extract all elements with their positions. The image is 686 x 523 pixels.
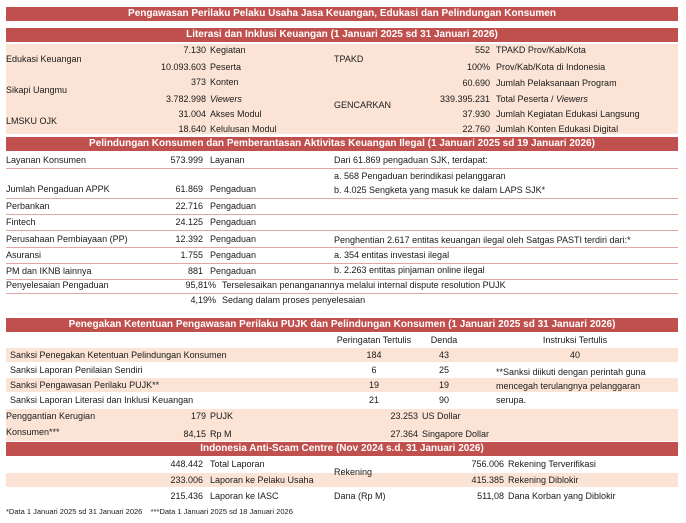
divider: [6, 168, 678, 169]
col-denda-header: Denda: [430, 335, 458, 345]
fintech-label: Fintech: [6, 217, 36, 227]
perbankan-unit: Pengaduan: [210, 201, 257, 211]
rekening-label: Rekening: [334, 467, 373, 477]
fintech-value: 24.125: [175, 217, 203, 227]
pengaduan-value: 61.869: [175, 184, 203, 194]
ilegal-item-b: b. 2.263 entitas pinjaman online ilegal: [334, 265, 485, 275]
sikapi-konten-value: 373: [190, 77, 206, 87]
lmsku-akses-value: 31.004: [178, 109, 206, 119]
laporan-pelaku-value: 233.006: [170, 475, 203, 485]
asuransi-unit: Pengaduan: [210, 250, 257, 260]
layanan-label: Layanan Konsumen: [6, 155, 87, 165]
sikapi-viewers-value: 3.782.998: [165, 94, 206, 104]
ganti-usd-unit: US Dollar: [422, 411, 461, 421]
sanksi-note-line1: **Sanksi diikuti dengan perintah guna: [496, 367, 646, 377]
sanksi-row-denda: 43: [438, 350, 449, 360]
pp-label: Perusahaan Pembiayaan (PP): [6, 234, 128, 244]
gencarkan-label: GENCARKAN: [334, 100, 392, 110]
gencarkan-peserta-unit: [496, 95, 588, 104]
pm-iknb-unit: Pengaduan: [210, 266, 257, 276]
gencarkan-program-unit: Jumlah Pelaksanaan Program: [496, 78, 617, 88]
sikapi-label: Sikapi Uangmu: [6, 85, 68, 95]
ganti-sgd-value: 27.364: [390, 429, 418, 439]
tpakd-count-unit: TPAKD Prov/Kab/Kota: [496, 45, 586, 55]
gencarkan-digital-value: 22.760: [462, 124, 490, 134]
laporan-iasc-value: 215.436: [170, 491, 203, 501]
pm-iknb-value: 881: [187, 266, 203, 276]
divider: [6, 263, 678, 264]
gencarkan-program-value: 60.690: [462, 78, 490, 88]
rekening-blocked-value: 415.385: [471, 475, 504, 485]
pelindungan-header: Pelindungan Konsumen dan Pemberantasan Aktivitas Keuangan Ilegal (1 Januari 2025 sd 19 Januari 2026): [6, 137, 678, 151]
asuransi-value: 1.755: [180, 250, 203, 260]
divider: [6, 214, 678, 215]
sanksi-row-label: Sanksi Penegakan Ketentuan Pelindungan Konsumen: [10, 350, 227, 360]
sjk-item-b: b. 4.025 Sengketa yang masuk ke dalam LAPS SJK*: [334, 185, 546, 195]
sjk-intro: Dari 61.869 pengaduan SJK, terdapat:: [334, 155, 488, 165]
edukasi-peserta-value: 10.093.603: [160, 62, 206, 72]
sanksi-row-denda: 25: [438, 365, 449, 375]
gencarkan-viewers-text: Viewers: [556, 94, 588, 104]
pp-unit: Pengaduan: [210, 234, 257, 244]
edukasi-label: Edukasi Keuangan: [6, 54, 82, 64]
laporan-pelaku-unit: Laporan ke Pelaku Usaha: [210, 475, 314, 485]
dana-unit: Dana Korban yang Diblokir: [508, 491, 616, 501]
ganti-rupiah-unit: Rp M: [210, 429, 232, 439]
sikapi-viewers-unit: Viewers: [210, 94, 242, 104]
divider: [6, 198, 678, 199]
iasc-header: Indonesia Anti-Scam Centre (Nov 2024 s.d. 31 Januari 2026): [6, 442, 678, 456]
lmsku-label: LMSKU OJK: [6, 116, 58, 126]
sanksi-row-peringatan: 6: [371, 365, 377, 375]
lmsku-kelulusan-value: 18.640: [178, 124, 206, 134]
sanksi-row-denda: 19: [438, 380, 449, 390]
page-title: Pengawasan Perilaku Pelaku Usaha Jasa Keuangan, Edukasi dan Pelindungan Konsumen: [6, 7, 678, 21]
ganti-usd-value: 23.253: [390, 411, 418, 421]
sanksi-row-peringatan: 21: [368, 395, 379, 405]
penyelesaian-process-text: Sedang dalam proses penyelesaian: [222, 295, 366, 305]
ganti-pujk-unit: PUJK: [210, 411, 234, 421]
pengaduan-label: Jumlah Pengaduan APPK: [6, 184, 110, 194]
pp-value: 12.392: [175, 234, 203, 244]
rekening-verified-value: 756.006: [471, 459, 504, 469]
gencarkan-langsung-unit: Jumlah Kegiatan Edukasi Langsung: [496, 109, 640, 119]
lmsku-kelulusan-unit: Kelulusan Modul: [210, 124, 277, 134]
laporan-total-value: 448.442: [170, 459, 203, 469]
instruksi-value: 40: [569, 350, 580, 360]
penyelesaian-done-text: Terselesaikan penanganannya melalui internal dispute resolution PUJK: [222, 280, 506, 290]
perbankan-value: 22.716: [175, 201, 203, 211]
sikapi-konten-unit: Konten: [210, 77, 239, 87]
sanksi-row-peringatan: 19: [368, 380, 379, 390]
ganti-rupiah-value: 84,15: [183, 429, 206, 439]
pm-iknb-label: PM dan IKNB lainnya: [6, 266, 92, 276]
rekening-blocked-unit: Rekening Diblokir: [508, 475, 579, 485]
perbankan-label: Perbankan: [6, 201, 50, 211]
sanksi-note-line2: mencegah terulangnya pelanggaran: [496, 381, 641, 391]
tpakd-coverage-unit: Prov/Kab/Kota di Indonesia: [496, 62, 606, 72]
gencarkan-peserta-unit-text: Total Peserta /: [496, 94, 557, 104]
asuransi-label: Asuransi: [6, 250, 42, 260]
lmsku-akses-unit: Akses Modul: [210, 109, 262, 119]
ganti-pujk-value: 179: [190, 411, 206, 421]
penyelesaian-process-value: 4,19%: [190, 295, 216, 305]
layanan-unit: Layanan: [210, 155, 245, 165]
sanksi-note-line3: serupa.: [496, 395, 527, 405]
penegakan-header: Penegakan Ketentuan Pengawasan Perilaku PUJK dan Pelindungan Konsumen (1 Januari 2025 sd 31 Januari 2026): [6, 318, 678, 332]
edukasi-kegiatan-value: 7.130: [183, 45, 206, 55]
rekening-verified-unit: Rekening Terverifikasi: [508, 459, 596, 469]
literasi-header: Literasi dan Inklusi Keuangan (1 Januari 2025 sd 31 Januari 2026): [6, 28, 678, 42]
ganti-label-line1: Penggantian Kerugian: [6, 411, 96, 421]
sanksi-row-label: Sanksi Laporan Penilaian Sendiri: [10, 365, 143, 375]
layanan-value: 573.999: [170, 155, 203, 165]
gencarkan-langsung-value: 37.930: [462, 109, 490, 119]
ganti-label-line2: Konsumen***: [6, 427, 60, 437]
edukasi-peserta-unit: Peserta: [210, 62, 242, 72]
gencarkan-digital-unit: Jumlah Konten Edukasi Digital: [496, 124, 619, 134]
tpakd-label: TPAKD: [334, 54, 364, 64]
divider: [6, 293, 678, 294]
tpakd-coverage-value: 100%: [466, 62, 490, 72]
sanksi-row-label: Sanksi Pengawasan Perilaku PUJK**: [10, 380, 160, 390]
gencarkan-peserta-value: 339.395.231: [439, 94, 490, 104]
dana-label: Dana (Rp M): [334, 491, 386, 501]
penyelesaian-label: Penyelesaian Pengaduan: [6, 280, 109, 290]
sanksi-row-peringatan: 184: [366, 350, 382, 360]
pengaduan-unit: Pengaduan: [210, 184, 257, 194]
edukasi-kegiatan-unit: Kegiatan: [210, 45, 246, 55]
ilegal-intro: Penghentian 2.617 entitas keuangan ilegal oleh Satgas PASTI terdiri dari:*: [334, 235, 631, 245]
col-peringatan-header: Peringatan Tertulis: [336, 335, 412, 345]
dana-value: 511,08: [477, 491, 504, 501]
sanksi-row-denda: 90: [438, 395, 449, 405]
laporan-iasc-unit: Laporan ke IASC: [210, 491, 279, 501]
sanksi-row-label: Sanksi Laporan Literasi dan Inklusi Keuangan: [10, 395, 194, 405]
ganti-sgd-unit: Singapore Dollar: [422, 429, 490, 439]
divider: [6, 247, 678, 248]
penyelesaian-done-value: 95,81%: [185, 280, 216, 290]
laporan-total-unit: Total Laporan: [210, 459, 265, 469]
divider: [6, 230, 678, 231]
ilegal-item-a: a. 354 entitas investasi ilegal: [334, 250, 450, 260]
sjk-item-a: a. 568 Pengaduan berindikasi pelanggaran: [334, 171, 506, 181]
footnote: *Data 1 Januari 2025 sd 31 Januari 2026 ***Data 1 Januari 2025 sd 18 Januari 2026: [6, 507, 293, 516]
fintech-unit: Pengaduan: [210, 217, 257, 227]
col-instruksi-header: Instruksi Tertulis: [542, 335, 608, 345]
ganti-band: [6, 409, 678, 441]
tpakd-count-value: 552: [474, 45, 490, 55]
